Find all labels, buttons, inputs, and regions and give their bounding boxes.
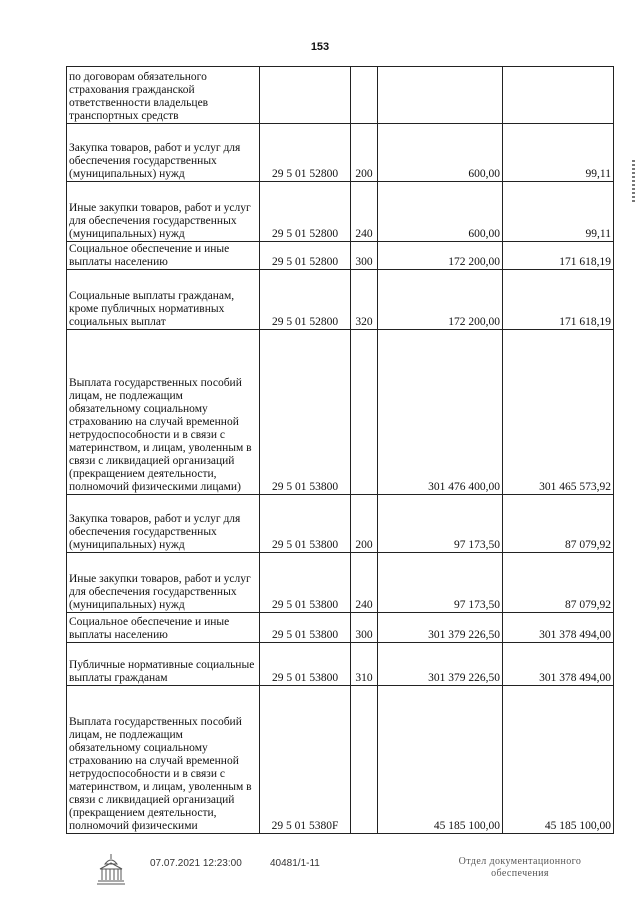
row-fact: 301 378 494,00	[503, 613, 614, 643]
row-plan: 301 476 400,00	[378, 330, 503, 495]
row-fact: 171 618,19	[503, 242, 614, 270]
row-fact: 99,11	[503, 124, 614, 182]
budget-table	[66, 66, 614, 834]
row-kind: 240	[351, 182, 378, 242]
stamp-line: обеспечения	[491, 868, 549, 879]
row-kind: 300	[351, 242, 378, 270]
row-name: Социальное обеспечение и иные выплаты населению	[67, 242, 260, 270]
row-code: 29 5 01 53800	[260, 495, 351, 553]
row-fact: 301 378 494,00	[503, 643, 614, 686]
table-row	[67, 686, 614, 834]
row-fact: 171 618,19	[503, 270, 614, 330]
footer-reg-number: 40481/1-11	[270, 858, 320, 869]
table-row	[67, 330, 614, 495]
row-code: 29 5 01 53800	[260, 613, 351, 643]
table-row	[67, 613, 614, 643]
table-row	[67, 242, 614, 270]
row-code: 29 5 01 52800	[260, 124, 351, 182]
row-code: 29 5 01 52800	[260, 182, 351, 242]
row-kind	[351, 67, 378, 124]
row-name: Выплата государственных пособий лицам, не подлежащим обязательному социальному страхованию на случай временной нетрудоспособности и в связи с материнством, и лицам, уволенным в связи с ликвидацией организаций (прекращением деятельности, полномочий физическими	[67, 686, 260, 834]
table-row	[67, 270, 614, 330]
scan-edge-mark	[632, 160, 635, 204]
table-row	[67, 643, 614, 686]
row-plan	[378, 67, 503, 124]
row-kind: 200	[351, 124, 378, 182]
row-kind: 240	[351, 553, 378, 613]
row-name: Социальное обеспечение и иные выплаты населению	[67, 613, 260, 643]
row-fact: 99,11	[503, 182, 614, 242]
row-name: по договорам обязательного страхования гражданской ответственности владельцев транспортных средств	[67, 67, 260, 124]
row-plan: 97 173,50	[378, 553, 503, 613]
row-plan: 301 379 226,50	[378, 613, 503, 643]
table-row	[67, 182, 614, 242]
row-code	[260, 67, 351, 124]
row-name: Иные закупки товаров, работ и услуг для обеспечения государственных (муниципальных) нужд	[67, 182, 260, 242]
row-plan: 301 379 226,50	[378, 643, 503, 686]
table-row	[67, 495, 614, 553]
row-plan: 600,00	[378, 182, 503, 242]
row-code: 29 5 01 53800	[260, 330, 351, 495]
table-row	[67, 553, 614, 613]
row-name: Выплата государственных пособий лицам, не подлежащим обязательному социальному страхованию на случай временной нетрудоспособности и в связи с материнством, и лицам, уволенным в связи с ликвидацией организаций (прекращением деятельности, полномочий физическими лицами)	[67, 330, 260, 495]
table-row	[67, 67, 614, 124]
parliament-building-icon	[96, 852, 126, 888]
row-kind: 320	[351, 270, 378, 330]
row-kind	[351, 686, 378, 834]
row-kind: 200	[351, 495, 378, 553]
department-stamp	[440, 856, 600, 880]
page-number: 153	[310, 41, 330, 53]
table-row	[67, 124, 614, 182]
row-code: 29 5 01 52800	[260, 242, 351, 270]
row-name: Закупка товаров, работ и услуг для обеспечения государственных (муниципальных) нужд	[67, 495, 260, 553]
row-fact: 45 185 100,00	[503, 686, 614, 834]
row-kind	[351, 330, 378, 495]
row-code: 29 5 01 5380F	[260, 686, 351, 834]
row-kind: 300	[351, 613, 378, 643]
row-fact: 87 079,92	[503, 495, 614, 553]
row-fact: 87 079,92	[503, 553, 614, 613]
row-plan: 172 200,00	[378, 270, 503, 330]
row-plan: 45 185 100,00	[378, 686, 503, 834]
stamp-line: Отдел документационного	[458, 856, 582, 867]
row-plan: 97 173,50	[378, 495, 503, 553]
row-name: Публичные нормативные социальные выплаты гражданам	[67, 643, 260, 686]
row-plan: 172 200,00	[378, 242, 503, 270]
row-kind: 310	[351, 643, 378, 686]
row-code: 29 5 01 52800	[260, 270, 351, 330]
row-code: 29 5 01 53800	[260, 643, 351, 686]
row-name: Иные закупки товаров, работ и услуг для обеспечения государственных (муниципальных) нужд	[67, 553, 260, 613]
footer-date: 07.07.2021 12:23:00	[150, 858, 242, 869]
row-plan: 600,00	[378, 124, 503, 182]
row-name: Закупка товаров, работ и услуг для обеспечения государственных (муниципальных) нужд	[67, 124, 260, 182]
row-fact: 301 465 573,92	[503, 330, 614, 495]
row-name: Социальные выплаты гражданам, кроме публичных нормативных социальных выплат	[67, 270, 260, 330]
row-code: 29 5 01 53800	[260, 553, 351, 613]
row-fact	[503, 67, 614, 124]
